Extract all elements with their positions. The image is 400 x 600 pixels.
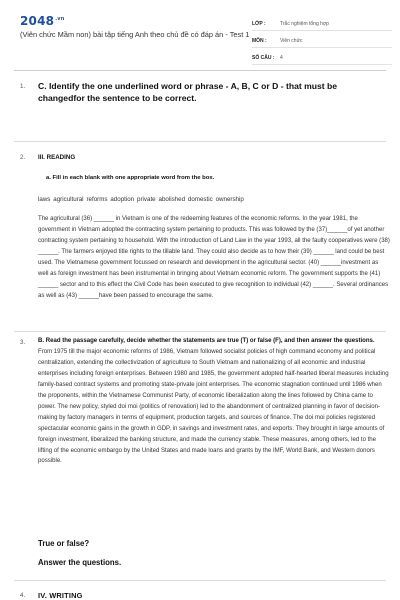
question-3-body [38,336,390,467]
question-number: 1. [20,83,26,90]
test-title: (Viên chức Mầm non) bài tập tiếng Anh theo chủ đề có đáp án - Test 1 [20,30,250,39]
question-2-passage: The agricultural (36) ______ in Vietnam is one of the redeeming features of the economic reforms. In the year 1981, the government in Vietnam adopted the contracting system pertaining to products. This was followed by the (37)______of yet another contracting system pertaining to household. With the introduction of Land Law in the year 1993, all the faulty cooperatives were (38) ______. The farmers enjoyed title rights to the tillable land. They could also decide as to how their (39) ______ land could be best used. The Vietnamese government focussed on research and development in the agricultural sector. (40) ______investment as well as foreign investment has been instrumental in bringing about Vietnam economic reform. The government supports the (41) ______ sector and to this effect the Civil Code has been executed to give recognition to individual (42) ______. Several ordinances as well as (43) ______have been passed to encourage the same. [38,216,390,299]
meta-class-row [252,14,392,31]
header-divider [14,70,386,71]
question-divider [14,141,386,142]
meta-label: MÔN : [252,38,267,44]
logo-suffix: .vn [55,16,65,22]
question-divider [14,331,386,332]
meta-label: SỐ CÂU : [252,55,275,61]
question-3-title: B. Read the passage carefully, decide whether the statements are true (T) or false (F), and then answer the questions. [38,338,375,344]
meta-value: Trắc nghiệm tổng hợp [280,21,329,27]
test-meta [252,14,392,65]
meta-subject-row [252,31,392,48]
question-number: 2. [20,154,26,161]
site-logo[interactable] [20,14,65,28]
word-bank: laws agricultural reforms adoption private abolished domestic ownership [38,196,244,203]
meta-count-row [252,48,392,65]
true-false-heading: True or false? [38,539,90,548]
meta-value: 4 [280,55,283,61]
meta-label: LỚP : [252,21,266,27]
question-4-title: IV. WRITING [38,591,83,600]
meta-value: Viên chức [280,38,303,44]
question-number: 3. [20,339,26,346]
answer-questions-heading: Answer the questions. [38,558,122,567]
question-1-title: C. Identify the one underlined word or phrase - A, B, C or D - that must be changedfor the sentence to be correct. [38,81,338,103]
question-2-title: III. READING [38,154,76,161]
question-number: 4. [20,592,26,599]
question-divider [14,580,386,581]
logo-text: 2048 [20,14,55,28]
page-header [0,0,400,72]
question-2-instruction: a. Fill in each blank with one appropriate word from the box. [46,175,215,181]
question-3-passage: From 1975 till the major economic reforms of 1986, Vietnam followed socialist policies of high command economy and political centralization, extending the collectivization of agriculture to South Vietnam and nationalizing of all economic and industrial enterprises including foreign enterprises. Between 1980 and 1985, the government adopted half-hearted liberal measures including family-based contract systems and promoting state-private joint enterprises. The economic stagnation continued until 1986 when the proponents, within the Vietnamese Communist Party, of economic liberalization along the lines followed by China came to power. The new policy, styled doi moi (politics of renovation) led to the abandonment of centralized planning in favor of decision-making by factory managers in terms of equipment, production targets, and sources of finance. The doi moi policies registered spectacular economic gains in the growth in GDP, in savings and investment rates, and exports. They brought in large amounts of foreign investment, liberalized the banking structure, and made the currency stable. These measures, among others, led to the lifting of the economic embargo by the United States and made loans and grants by the IMF, World Bank, and Western donors possible. [38,348,389,465]
